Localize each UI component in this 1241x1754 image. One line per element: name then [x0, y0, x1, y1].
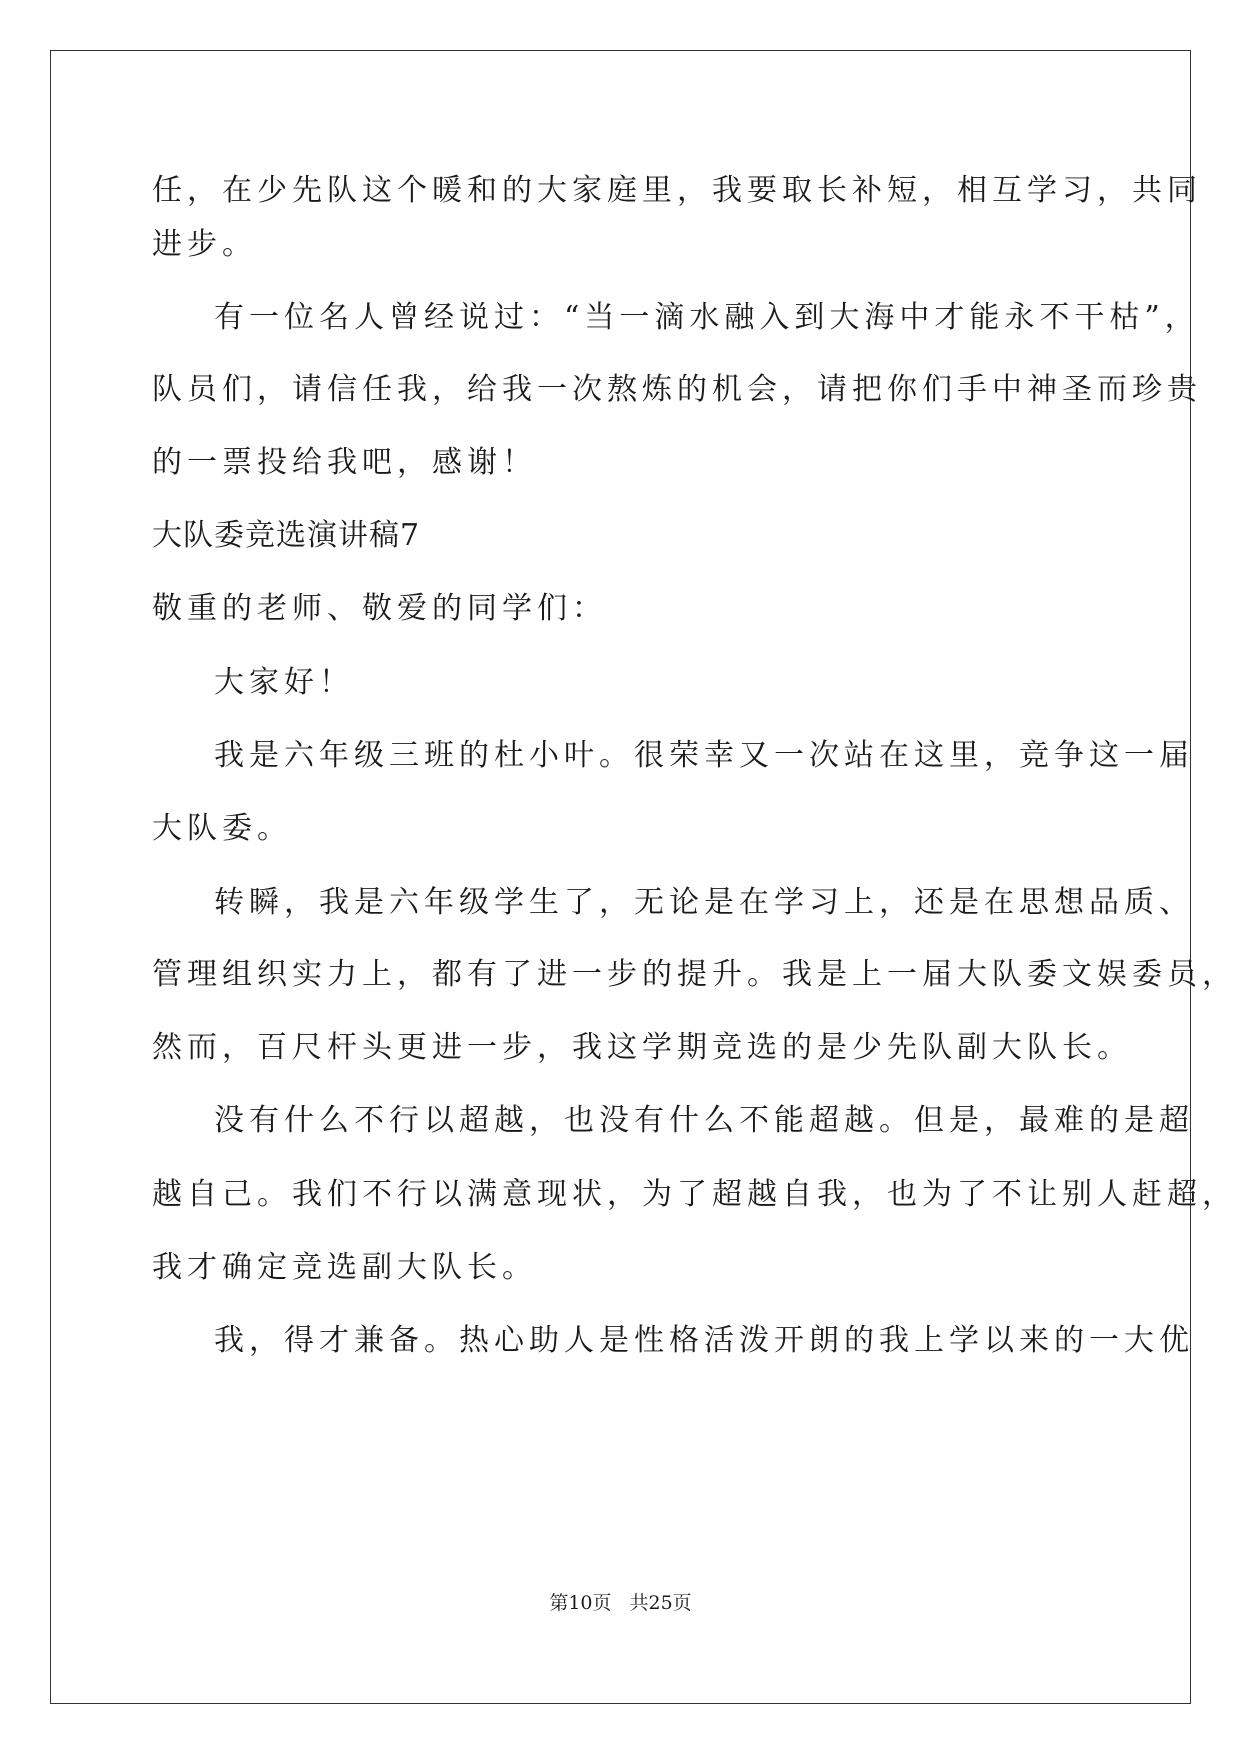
greeting: 大家好！ [214, 665, 354, 700]
section-heading: 大队委竞选演讲稿7 [152, 518, 421, 553]
text-line: 我是六年级三班的杜小叶。很荣幸又一次站在这里，竞争这一届 [214, 738, 1194, 773]
text-line: 转瞬，我是六年级学生了，无论是在学习上，还是在思想品质、 [214, 885, 1194, 920]
page-footer [0, 1591, 1241, 1615]
text-line: 我才确定竞选副大队长。 [152, 1250, 537, 1285]
text-line: 队员们，请信任我，给我一次熬炼的机会，请把你们手中神圣而珍贵 [152, 372, 1202, 407]
text-line: 没有什么不行以超越，也没有什么不能超越。但是，最难的是超 [214, 1103, 1194, 1138]
text-line: 然而，百尺杆头更进一步，我这学期竞选的是少先队副大队长。 [152, 1030, 1132, 1065]
page-total: 共25页 [629, 1592, 692, 1614]
text-line: 有一位名人曾经说过：“当一滴水融入到大海中才能永不干枯”， [214, 300, 1200, 335]
text-line: 任，在少先队这个暖和的大家庭里，我要取长补短，相互学习，共同 [152, 173, 1202, 208]
text-line: 我，得才兼备。热心助人是性格活泼开朗的我上学以来的一大优 [214, 1323, 1194, 1358]
text-line: 的一票投给我吧，感谢！ [152, 445, 537, 480]
text-line: 进步。 [152, 227, 257, 262]
page-number: 第10页 [549, 1592, 612, 1614]
text-line: 越自己。我们不行以满意现状，为了超越自我，也为了不让别人赶超， [152, 1177, 1237, 1212]
salutation: 敬重的老师、敬爱的同学们： [152, 591, 607, 626]
text-line: 管理组织实力上，都有了进一步的提升。我是上一届大队委文娱委员， [152, 957, 1237, 992]
text-line: 大队委。 [152, 811, 292, 846]
